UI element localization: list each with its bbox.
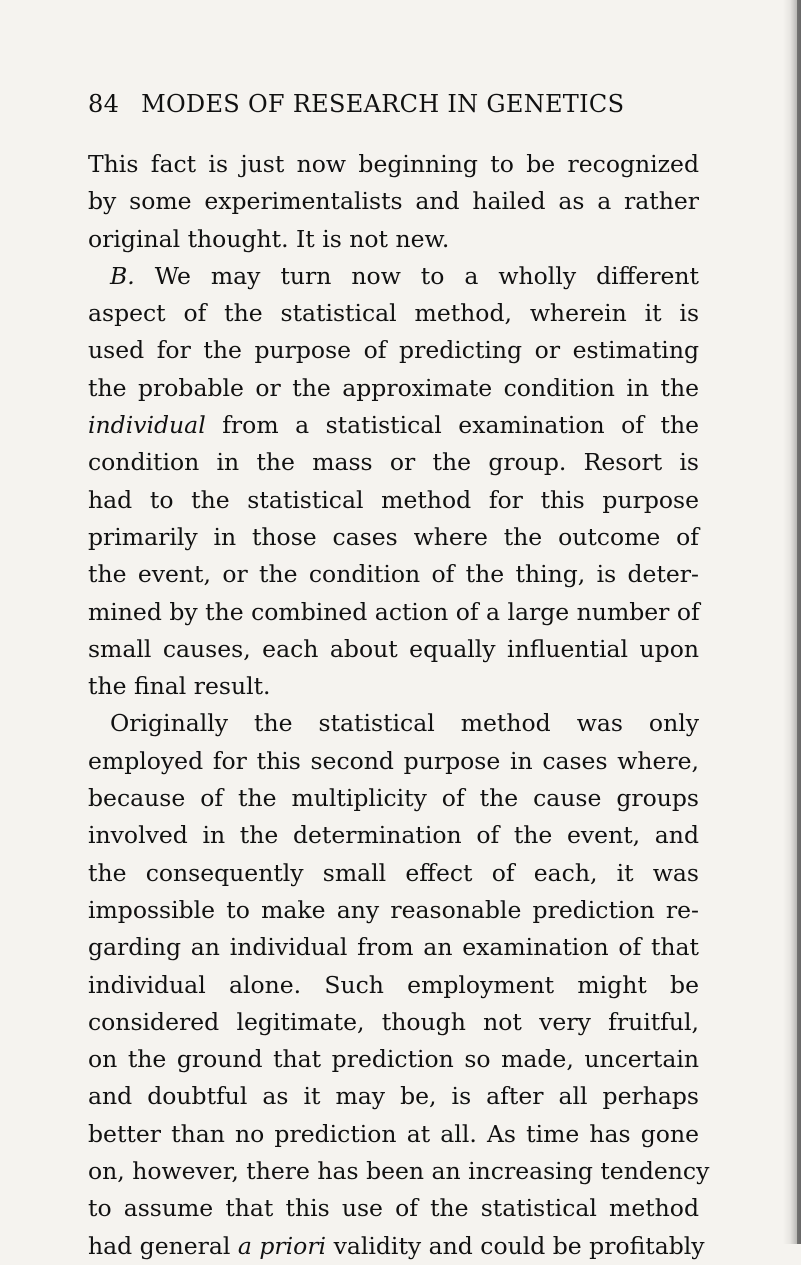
- text-line: impossible to make any reasonable prediction re-: [88, 895, 699, 924]
- text-line: primarily in those cases where the outcome of: [88, 522, 699, 551]
- text-line: mined by the combined action of a large number of: [88, 597, 700, 626]
- text-line: [88, 1228, 705, 1265]
- italic-term: individual: [88, 411, 206, 440]
- text-line: by some experimentalists and hailed as a rather: [88, 187, 699, 216]
- running-title: MODES OF RESEARCH IN GENETICS: [141, 90, 625, 118]
- text-line: to assume that this use of the statistical method: [88, 1194, 699, 1223]
- page-edge: [797, 0, 801, 1244]
- section-label: B.: [110, 261, 135, 290]
- text-line: small causes, each about equally influential upon: [88, 634, 699, 663]
- text-line: aspect of the statistical method, wherein it is: [88, 299, 699, 328]
- text-line: [88, 258, 699, 295]
- text-line: because of the multiplicity of the cause groups: [88, 784, 699, 813]
- text-line: individual alone. Such employment might be: [88, 970, 699, 999]
- italic-term: a priori: [237, 1231, 327, 1260]
- text-line: considered legitimate, though not very fruitful,: [88, 1007, 699, 1036]
- text-line: condition in the mass or the group. Resort is: [88, 448, 699, 477]
- text-line: on, however, there has been an increasing tendency: [88, 1157, 710, 1186]
- text-line: garding an individual from an examination of that: [88, 933, 699, 962]
- body-text: [88, 146, 710, 1265]
- text-line: original thought. It is not new.: [88, 224, 450, 253]
- text-line: Originally the statistical method was only: [110, 709, 699, 738]
- text-line: on the ground that prediction so made, uncertain: [88, 1045, 699, 1074]
- text-line: used for the purpose of predicting or estimating: [88, 336, 699, 365]
- text-line: involved in the determination of the event, and: [88, 821, 699, 850]
- text-line: and doubtful as it may be, is after all perhaps: [88, 1082, 699, 1111]
- text-line: the final result.: [88, 672, 271, 701]
- text-segment: validity and could be profitably: [333, 1231, 705, 1260]
- running-header: [88, 90, 688, 118]
- text-line: had to the statistical method for this purpose: [88, 485, 699, 514]
- text-segment: from a statistical examination of the: [222, 411, 699, 440]
- text-line: the event, or the condition of the thing, is deter-: [88, 560, 699, 589]
- text-line: the consequently small effect of each, it was: [88, 858, 699, 887]
- page-number: 84: [88, 90, 120, 118]
- text-line: This fact is just now beginning to be recognized: [88, 150, 699, 178]
- text-line: [88, 407, 699, 444]
- text-segment: had general: [88, 1231, 231, 1260]
- text-line: employed for this second purpose in cases where,: [88, 746, 699, 775]
- text-line: the probable or the approximate condition in the: [88, 373, 699, 402]
- text-segment: We may turn now to a wholly different: [154, 261, 699, 290]
- text-line: better than no prediction at all. As time has gone: [88, 1119, 699, 1148]
